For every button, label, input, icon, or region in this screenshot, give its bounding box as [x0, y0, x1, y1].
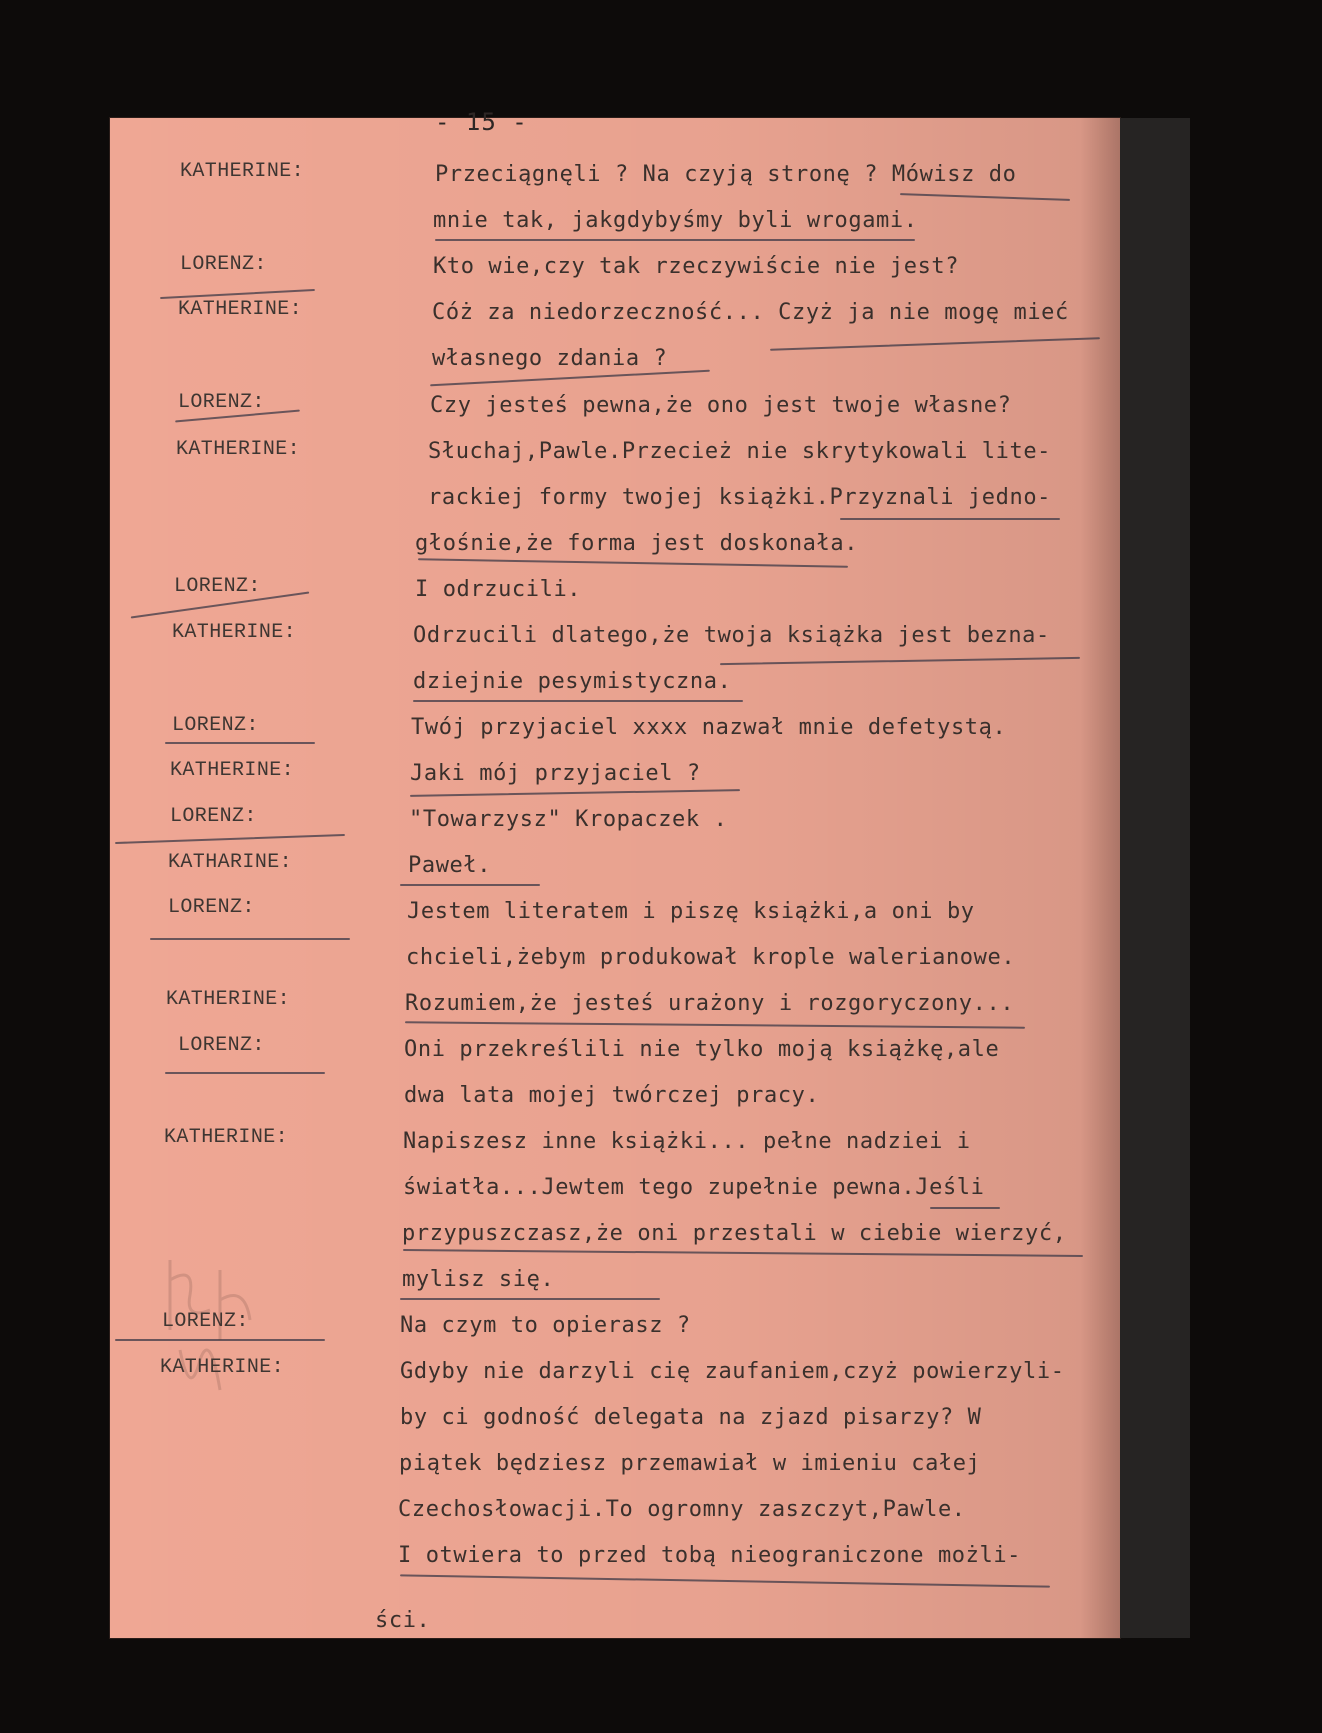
speaker-label: LORENZ:	[174, 575, 261, 598]
dialogue-line: piątek będziesz przemawiał w imieniu całej	[399, 1451, 981, 1476]
dialogue-line: Rozumiem,że jesteś urażony i rozgoryczony...	[405, 991, 1015, 1016]
underline-mark	[413, 700, 743, 702]
speaker-label: KATHERINE:	[178, 298, 303, 321]
underline-mark	[150, 938, 350, 940]
underline-mark	[840, 518, 1060, 520]
speaker-label: LORENZ:	[168, 896, 255, 919]
speaker-label: KATHERINE:	[166, 988, 291, 1011]
dialogue-line: Na czym to opierasz ?	[400, 1313, 691, 1338]
speaker-label: KATHERINE:	[164, 1126, 289, 1149]
speaker-label: LORENZ:	[162, 1310, 249, 1333]
underline-mark	[400, 884, 540, 886]
dialogue-line: Paweł.	[408, 853, 492, 878]
dialogue-line: Twój przyjaciel xxxx nazwał mnie defetystą.	[411, 715, 1007, 740]
dialogue-line: światła...Jewtem tego zupełnie pewna.Jeśli	[403, 1175, 985, 1200]
speaker-label: KATHERINE:	[180, 160, 305, 183]
dialogue-line: Przeciągnęli ? Na czyją stronę ? Mówisz do	[435, 162, 1017, 187]
dialogue-line: Napiszesz inne książki... pełne nadziei i	[403, 1129, 971, 1154]
dialogue-line: "Towarzysz" Kropaczek .	[409, 807, 728, 832]
pencil-scribble	[150, 1240, 270, 1420]
speaker-label: LORENZ:	[178, 391, 265, 414]
dialogue-line: Słuchaj,Pawle.Przecież nie skrytykowali lite-	[428, 439, 1052, 464]
dialogue-line: ści.	[375, 1608, 431, 1633]
underline-mark	[400, 1298, 660, 1300]
dialogue-line: dziejnie pesymistyczna.	[413, 669, 732, 694]
speaker-label: KATHARINE:	[168, 851, 293, 874]
dialogue-line: Gdyby nie darzyli cię zaufaniem,czyż powierzyli-	[400, 1359, 1065, 1384]
dialogue-line: dwa lata mojej twórczej pracy.	[404, 1083, 820, 1108]
dialogue-line: Czechosłowacji.To ogromny zaszczyt,Pawle.	[398, 1497, 966, 1522]
dialogue-line: I otwiera to przed tobą nieograniczone możli-	[398, 1543, 1022, 1568]
dialogue-line: Cóż za niedorzeczność... Czyż ja nie mogę mieć	[432, 300, 1069, 325]
speaker-label: LORENZ:	[170, 805, 257, 828]
speaker-label: KATHERINE:	[172, 621, 297, 644]
dialogue-line: chcieli,żebym produkował krople walerianowe.	[406, 945, 1016, 970]
underline-mark	[165, 1072, 325, 1074]
dialogue-line: rackiej formy twojej książki.Przyznali jedno-	[428, 485, 1052, 510]
speaker-label: LORENZ:	[178, 1034, 265, 1057]
dialogue-line: głośnie,że forma jest doskonała.	[415, 531, 859, 556]
dialogue-line: Jestem literatem i piszę książki,a oni by	[407, 899, 975, 924]
dialogue-line: I odrzucili.	[415, 577, 582, 602]
dialogue-line: przypuszczasz,że oni przestali w ciebie wierzyć,	[402, 1221, 1067, 1246]
dialogue-line: Jaki mój przyjaciel ?	[410, 761, 701, 786]
dialogue-line: mylisz się.	[402, 1267, 555, 1292]
speaker-label: KATHERINE:	[170, 759, 295, 782]
underline-mark	[930, 1207, 1000, 1209]
speaker-label: LORENZ:	[180, 253, 267, 276]
dialogue-line: Czy jesteś pewna,że ono jest twoje własne?	[430, 393, 1012, 418]
dialogue-line: własnego zdania ?	[432, 346, 668, 371]
speaker-label: LORENZ:	[172, 714, 259, 737]
binder-strip	[1120, 118, 1190, 1638]
speaker-label: KATHERINE:	[176, 438, 301, 461]
speaker-label: KATHERINE:	[160, 1356, 285, 1379]
underline-mark	[435, 239, 915, 241]
page-edge-shadow	[1080, 118, 1120, 1638]
dialogue-line: Oni przekreślili nie tylko moją książkę,ale	[404, 1037, 1000, 1062]
dialogue-line: mnie tak, jakgdybyśmy byli wrogami.	[433, 208, 918, 233]
page-number: - 15 -	[435, 108, 528, 136]
dialogue-line: Odrzucili dlatego,że twoja książka jest bezna-	[413, 623, 1050, 648]
dialogue-line: by ci godność delegata na zjazd pisarzy? W	[400, 1405, 982, 1430]
dialogue-line: Kto wie,czy tak rzeczywiście nie jest?	[433, 254, 960, 279]
underline-mark	[165, 742, 315, 744]
